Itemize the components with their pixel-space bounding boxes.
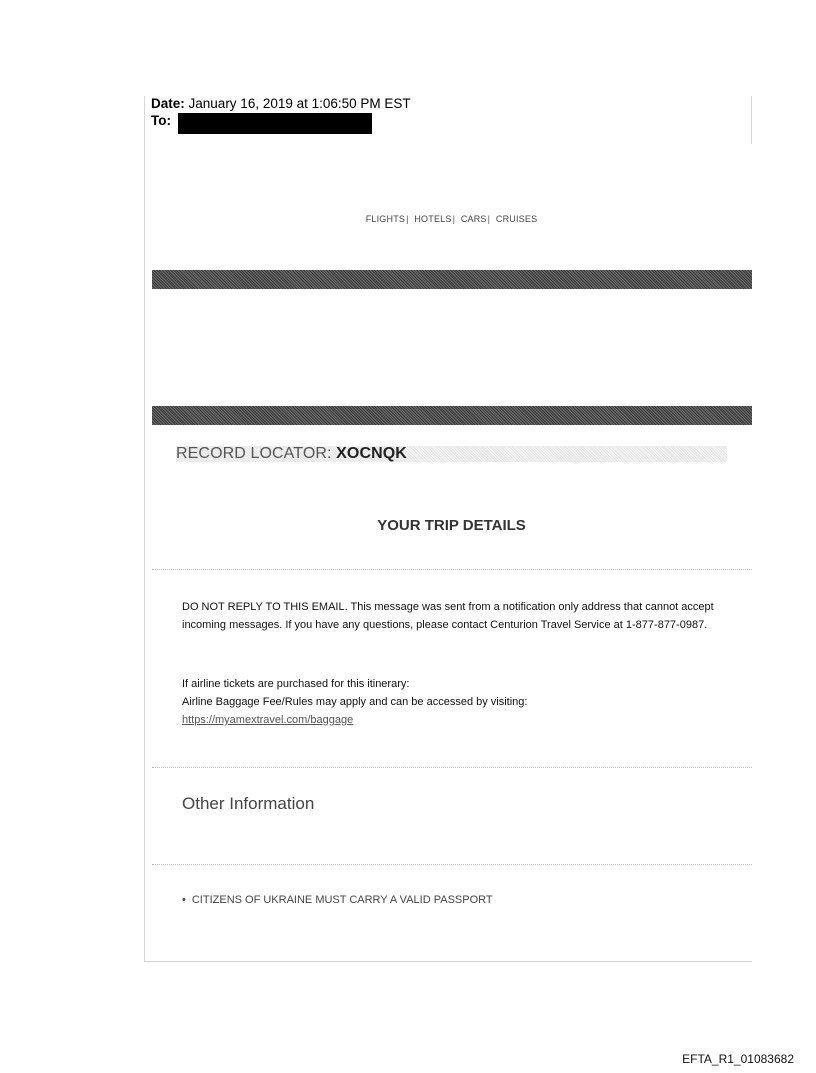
nav-separator: | xyxy=(406,214,409,224)
baggage-line-2: Airline Baggage Fee/Rules may apply and can be accessed by visiting: xyxy=(182,696,528,708)
redacted-recipient xyxy=(178,113,372,134)
record-locator xyxy=(176,445,407,463)
list-item xyxy=(182,894,493,906)
email-to-line xyxy=(151,113,171,129)
other-information-title: Other Information xyxy=(182,794,315,813)
email-date-line xyxy=(151,96,411,112)
no-reply-notice: DO NOT REPLY TO THIS EMAIL. This message was sent from a notification only address that cannot accept incoming messages. If you have any questions, please contact Centurion Travel Service at 1-877-877-0987. xyxy=(182,601,714,631)
nav-separator: | xyxy=(452,214,456,224)
header-band-bottom xyxy=(152,406,752,425)
nav-item-cars[interactable]: CARS xyxy=(460,214,487,224)
divider xyxy=(152,569,752,570)
other-info-item-text: CITIZENS OF UKRAINE MUST CARRY A VALID PASSPORT xyxy=(191,894,493,906)
email-frame-bottom-border xyxy=(144,961,752,962)
to-label: To: xyxy=(151,113,171,128)
baggage-line-1: If airline tickets are purchased for this itinerary: xyxy=(182,678,410,690)
divider xyxy=(152,864,752,865)
email-frame-left-border xyxy=(144,96,145,962)
nav-item-flights[interactable]: FLIGHTS xyxy=(365,214,406,224)
nav-item-hotels[interactable]: HOTELS xyxy=(414,214,452,224)
travel-nav xyxy=(151,214,752,224)
header-band-top xyxy=(152,270,752,289)
bullet-icon: • xyxy=(182,894,186,906)
date-label: Date: xyxy=(151,96,185,111)
date-value: January 16, 2019 at 1:06:50 PM EST xyxy=(188,96,411,111)
email-frame-right-border xyxy=(751,96,752,144)
baggage-link[interactable]: https://myamextravel.com/baggage xyxy=(182,714,354,726)
trip-details-title: YOUR TRIP DETAILS xyxy=(377,517,526,534)
record-locator-code: XOCNQK xyxy=(336,445,407,462)
nav-item-cruises[interactable]: CRUISES xyxy=(495,214,538,224)
document-id: EFTA_R1_01083682 xyxy=(682,1052,794,1066)
nav-separator: | xyxy=(487,214,491,224)
baggage-info xyxy=(182,675,722,729)
record-locator-label: RECORD LOCATOR: xyxy=(176,445,332,462)
divider xyxy=(152,767,752,768)
